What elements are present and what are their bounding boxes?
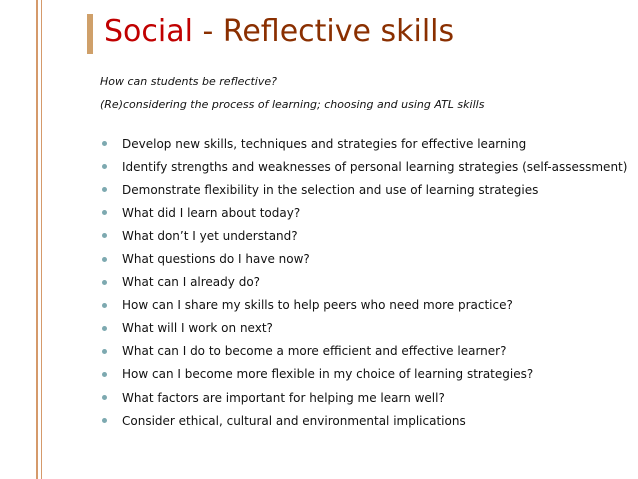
list-item: [100, 386, 627, 409]
bullet-list: [100, 132, 627, 432]
subtitle-description: (Re)considering the process of learning; choosing and using ATL skills: [100, 98, 485, 111]
list-item: [100, 409, 627, 432]
bullet-dot-icon: [102, 349, 107, 354]
list-item-text: How can I share my skills to help peers who need more practice?: [122, 298, 513, 313]
list-item-text: What factors are important for helping me learn well?: [122, 390, 445, 405]
bullet-dot-icon: [102, 372, 107, 377]
bullet-dot-icon: [102, 280, 107, 285]
bullet-dot-icon: [102, 187, 107, 192]
bullet-dot-icon: [102, 233, 107, 238]
list-item-text: What can I already do?: [122, 275, 261, 290]
list-item: [100, 340, 627, 363]
list-item: [100, 363, 627, 386]
bullet-dot-icon: [102, 164, 107, 169]
bullet-dot-icon: [102, 141, 107, 146]
bullet-dot-icon: [102, 326, 107, 331]
list-item-text: What questions do I have now?: [122, 252, 310, 267]
list-item: [100, 178, 627, 201]
list-item: [100, 224, 627, 247]
list-item-text: What will I work on next?: [122, 321, 273, 336]
list-item-text: How can I become more flexible in my choice of learning strategies?: [122, 367, 534, 382]
list-item-text: What did I learn about today?: [122, 205, 301, 220]
list-item: [100, 155, 627, 178]
list-item-text: Identify strengths and weaknesses of personal learning strategies (self-assessment): [122, 159, 628, 174]
list-item: [100, 247, 627, 270]
accent-vertical-line-thin: [41, 0, 42, 479]
title-accent-block: [87, 14, 93, 54]
list-item-text: Consider ethical, cultural and environmental implications: [122, 413, 466, 428]
list-item: [100, 317, 627, 340]
bullet-dot-icon: [102, 395, 107, 400]
list-item-text: What can I do to become a more efficient and effective learner?: [122, 344, 507, 359]
title-highlight-word: Social: [104, 14, 193, 49]
list-item: [100, 132, 627, 155]
title-rest: - Reflective skills: [192, 14, 455, 49]
bullet-dot-icon: [102, 210, 107, 215]
subtitle-question: How can students be reflective?: [100, 75, 277, 88]
bullet-dot-icon: [102, 418, 107, 423]
list-item: [100, 201, 627, 224]
bullet-dot-icon: [102, 257, 107, 262]
list-item: [100, 271, 627, 294]
slide-title: [104, 8, 454, 56]
list-item-text: What don’t I yet understand?: [122, 228, 298, 243]
list-item-text: Develop new skills, techniques and strategies for effective learning: [122, 136, 527, 151]
bullet-dot-icon: [102, 303, 107, 308]
accent-vertical-line: [36, 0, 38, 479]
list-item-text: Demonstrate flexibility in the selection and use of learning strategies: [122, 182, 539, 197]
list-item: [100, 294, 627, 317]
